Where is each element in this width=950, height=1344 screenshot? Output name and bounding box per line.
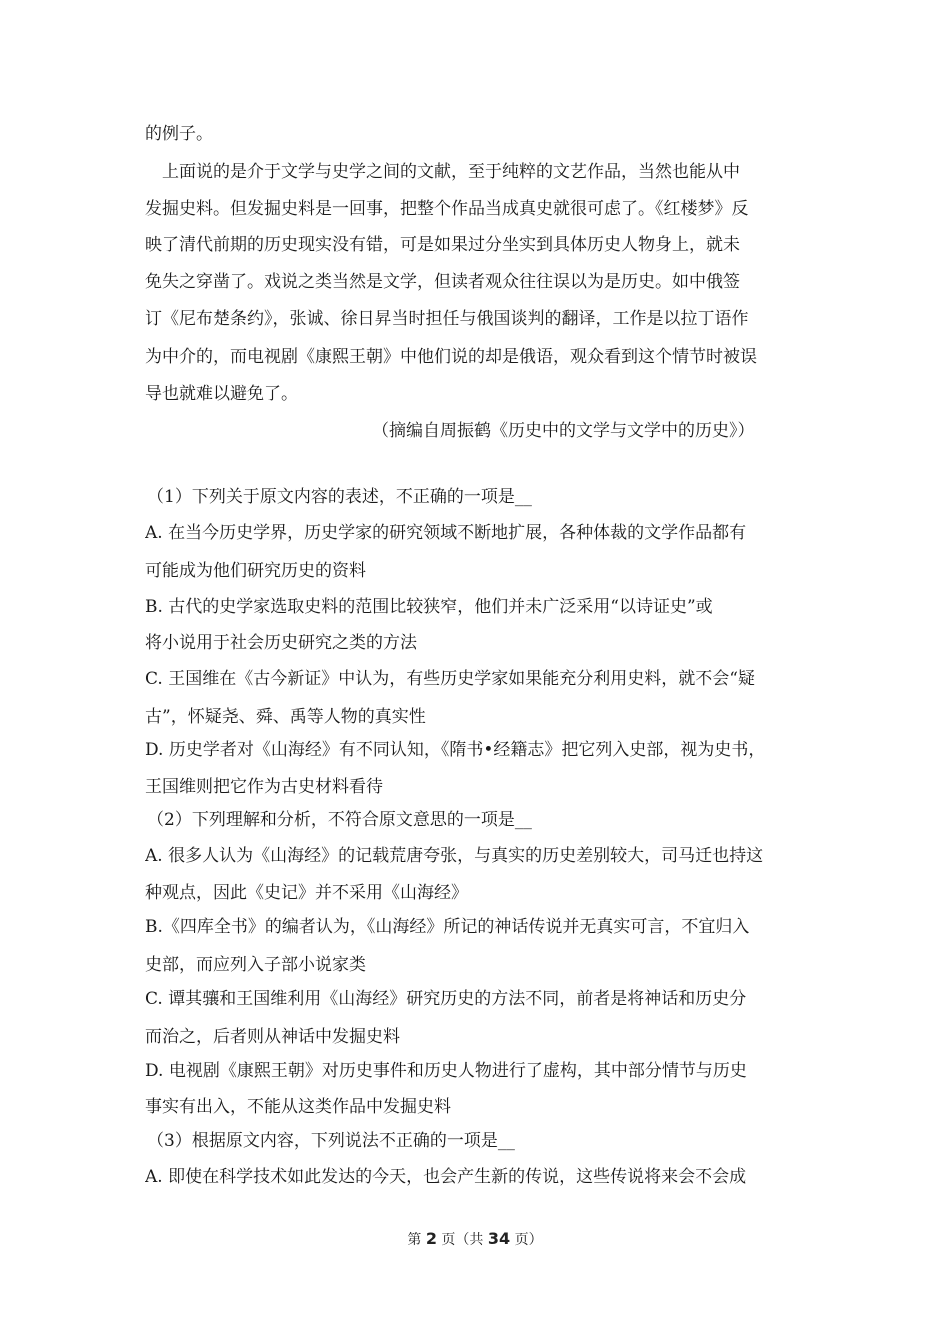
passage-line: 订《尼布楚条约》，张诚、徐日昇当时担任与俄国谈判的翻译，工作是以拉丁语作 <box>145 309 749 329</box>
question-2-option-d: D. 电视剧《康熙王朝》对历史事件和历史人物进行了虚构，其中部分情节与历史 <box>145 1061 747 1081</box>
passage-line: 为中介的，而电视剧《康熙王朝》中他们说的却是俄语，观众看到这个情节时被误 <box>145 347 757 367</box>
question-1-option-a-cont: 可能成为他们研究历史的资料 <box>145 561 366 581</box>
total-page-count: 34 <box>487 1229 511 1248</box>
passage-line: 免失之穿凿了。戏说之类当然是文学，但读者观众往往误以为是历史。如中俄签 <box>145 272 740 292</box>
question-1-option-c-cont: 古”，怀疑尧、舜、禹等人物的真实性 <box>145 707 426 727</box>
current-page-number: 2 <box>425 1229 437 1248</box>
question-2-option-c-cont: 而治之，后者则从神话中发掘史料 <box>145 1027 400 1047</box>
question-1-option-a: A. 在当今历史学界，历史学家的研究领域不断地扩展，各种体裁的文学作品都有 <box>145 523 747 543</box>
question-1-option-b: B. 古代的史学家选取史料的范围比较狭窄，他们并未广泛采用“以诗证史”或 <box>145 597 713 617</box>
footer-middle: 页（共 <box>436 1232 488 1248</box>
question-2-option-b: B.《四库全书》的编者认为，《山海经》所记的神话传说并无真实可言，不宜归入 <box>145 917 750 937</box>
question-3-stem: （3）根据原文内容，下列说法不正确的一项是__ <box>147 1131 515 1151</box>
footer-prefix: 第 <box>407 1232 426 1248</box>
question-2-option-d-cont: 事实有出入，不能从这类作品中发掘史料 <box>145 1097 451 1117</box>
question-3-option-a: A. 即使在科学技术如此发达的今天，也会产生新的传说，这些传说将来会不会成 <box>145 1167 747 1187</box>
question-2-option-c: C. 谭其骧和王国维利用《山海经》研究历史的方法不同，前者是将神话和历史分 <box>145 989 747 1009</box>
footer-suffix: 页） <box>510 1232 543 1248</box>
passage-line: 发掘史料。但发掘史料是一回事，把整个作品当成真史就很可虑了。《红楼梦》反 <box>145 199 749 219</box>
passage-line: 的例子。 <box>145 124 213 144</box>
passage-line: 导也就难以避免了。 <box>145 384 298 404</box>
passage-line: 映了清代前期的历史现实没有错，可是如果过分坐实到具体历史人物身上，就未 <box>145 235 740 255</box>
question-2-option-a: A. 很多人认为《山海经》的记载荒唐夸张，与真实的历史差别较大，司马迁也持这 <box>145 846 764 866</box>
passage-paragraph-start: 上面说的是介于文学与史学之间的文献，至于纯粹的文艺作品，当然也能从中 <box>162 162 740 182</box>
question-1-option-d: D. 历史学者对《山海经》有不同认知，《隋书•经籍志》把它列入史部，视为史书， <box>145 740 766 760</box>
question-1-option-d-cont: 王国维则把它作为古史材料看待 <box>145 777 383 797</box>
question-1-option-c: C. 王国维在《古今新证》中认为，有些历史学家如果能充分利用史料，就不会“疑 <box>145 669 755 689</box>
question-1-option-b-cont: 将小说用于社会历史研究之类的方法 <box>145 633 417 653</box>
question-2-option-b-cont: 史部，而应列入子部小说家类 <box>145 955 366 975</box>
question-2-option-a-cont: 种观点，因此《史记》并不采用《山海经》 <box>145 883 468 903</box>
question-1-stem: （1）下列关于原文内容的表述，不正确的一项是__ <box>147 487 532 507</box>
page-footer <box>0 1229 950 1250</box>
passage-source-citation: （摘编自周振鹤《历史中的文学与文学中的历史》） <box>372 421 755 441</box>
question-2-stem: （2）下列理解和分析，不符合原文意思的一项是__ <box>147 810 532 830</box>
